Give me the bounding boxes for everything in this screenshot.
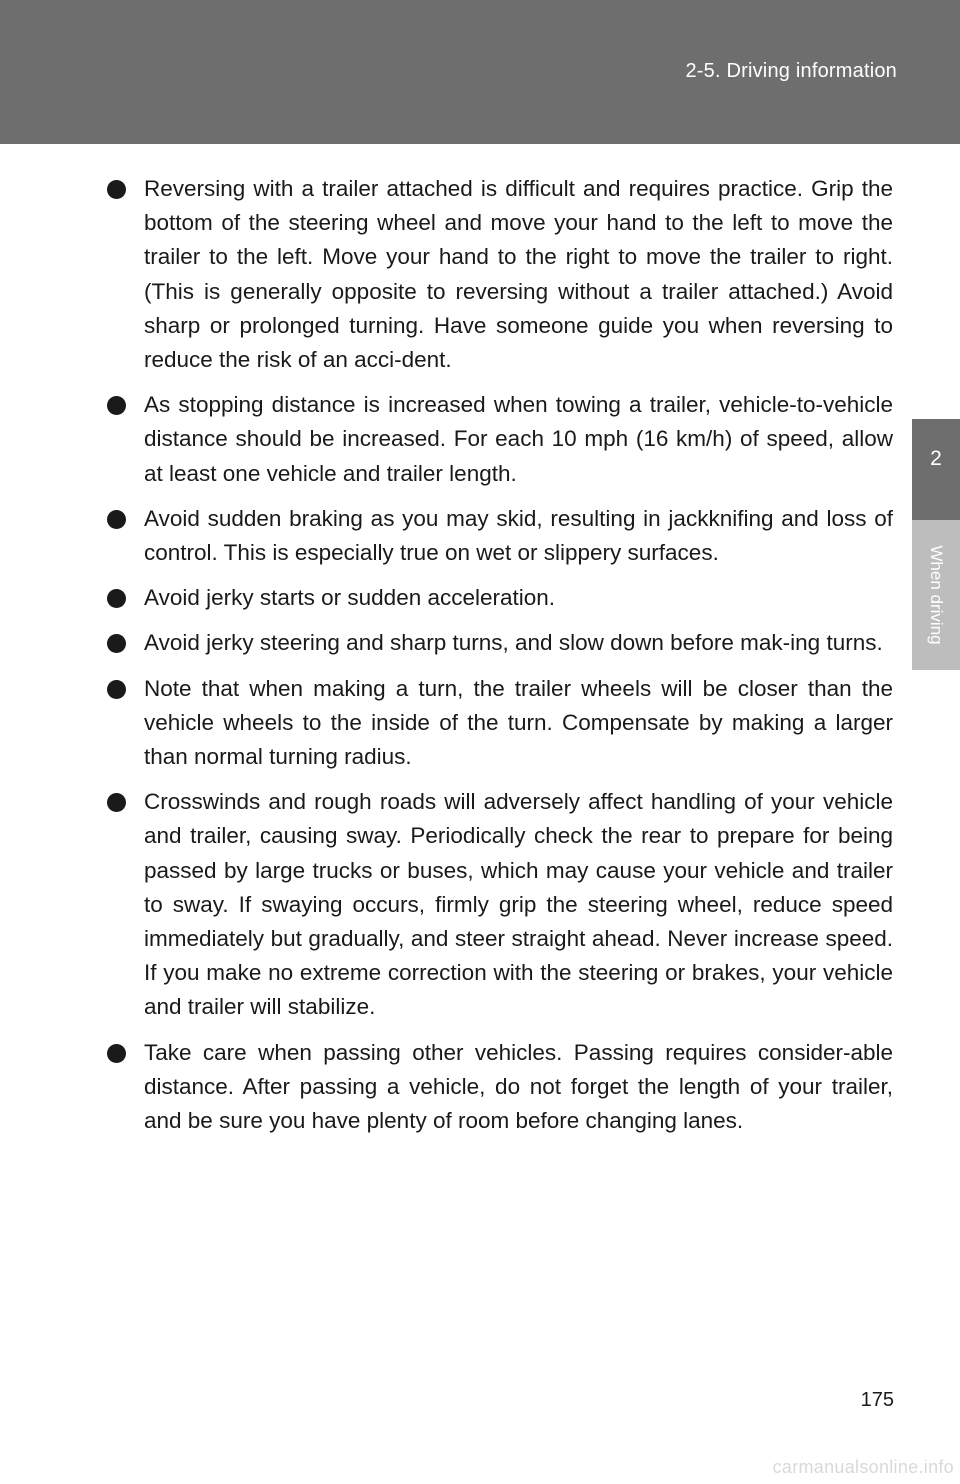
bullet-icon	[107, 510, 126, 529]
list-item	[107, 626, 893, 660]
bullet-icon	[107, 634, 126, 653]
list-item	[107, 388, 893, 491]
watermark: carmanualsonline.info	[772, 1457, 954, 1477]
list-item-text: Note that when making a turn, the trailer wheels will be closer than the vehicle wheels to the inside of the turn. Compensate by making a larger than normal turning radius.	[144, 675, 893, 770]
chapter-label-tab	[912, 520, 960, 670]
list-item-text: As stopping distance is increased when towing a trailer, vehicle-to-vehicle distance should be increased. For each 10 mph (16 km/h) of speed, allow at least one vehicle and trailer length.	[144, 392, 893, 486]
list-item	[107, 581, 893, 615]
side-margin	[912, 670, 960, 1484]
bullet-icon	[107, 589, 126, 608]
chapter-number: 2	[930, 447, 942, 470]
chapter-label: When driving	[927, 545, 946, 645]
list-item-text: Avoid jerky steering and sharp turns, and slow down before mak-ing turns.	[144, 630, 883, 656]
list-item	[107, 502, 893, 570]
list-item-text: Take care when passing other vehicles. Passing requires consider-able distance. After passing a vehicle, do not forget the length of your trailer, and be sure you have plenty of room before changing lanes.	[144, 1039, 893, 1134]
list-item-text: Avoid jerky starts or sudden acceleration.	[144, 585, 556, 611]
list-item	[107, 172, 893, 377]
bullet-icon	[107, 1044, 126, 1063]
page-header-band	[0, 0, 960, 144]
section-title: 2-5. Driving information	[685, 60, 897, 82]
chapter-tab	[912, 419, 960, 520]
list-item	[107, 1036, 893, 1139]
list-item-text: Avoid sudden braking as you may skid, resulting in jackknifing and loss of control. This is especially true on wet or slippery surfaces.	[144, 505, 893, 566]
list-item-text: Crosswinds and rough roads will adversely affect handling of your vehicle and trailer, causing sway. Periodically check the rear to prepare for being passed by large trucks or buses, which may cause your vehicle and trailer to sway. If swaying occurs, firmly grip the steering wheel, reduce speed immediately but gradually, and steer straight ahead. Never increase speed. If you make no extreme correction with the steering or brakes, your vehicle and trailer will stabilize.	[144, 789, 893, 1020]
list-item	[107, 785, 893, 1024]
bullet-icon	[107, 396, 126, 415]
bullet-list	[107, 172, 893, 1149]
bullet-icon	[107, 180, 126, 199]
list-item	[107, 672, 893, 775]
page-number: 175	[860, 1389, 894, 1411]
list-item-text: Reversing with a trailer attached is difficult and requires practice. Grip the bottom of the steering wheel and move your hand to the left to move the trailer to the left. Move your hand to the right to move the trailer to right. (This is generally opposite to reversing without a trailer attached.) Avoid sharp or prolonged turning. Have someone guide you when reversing to reduce the risk of an acci-dent.	[144, 176, 893, 373]
bullet-icon	[107, 793, 126, 812]
bullet-icon	[107, 680, 126, 699]
